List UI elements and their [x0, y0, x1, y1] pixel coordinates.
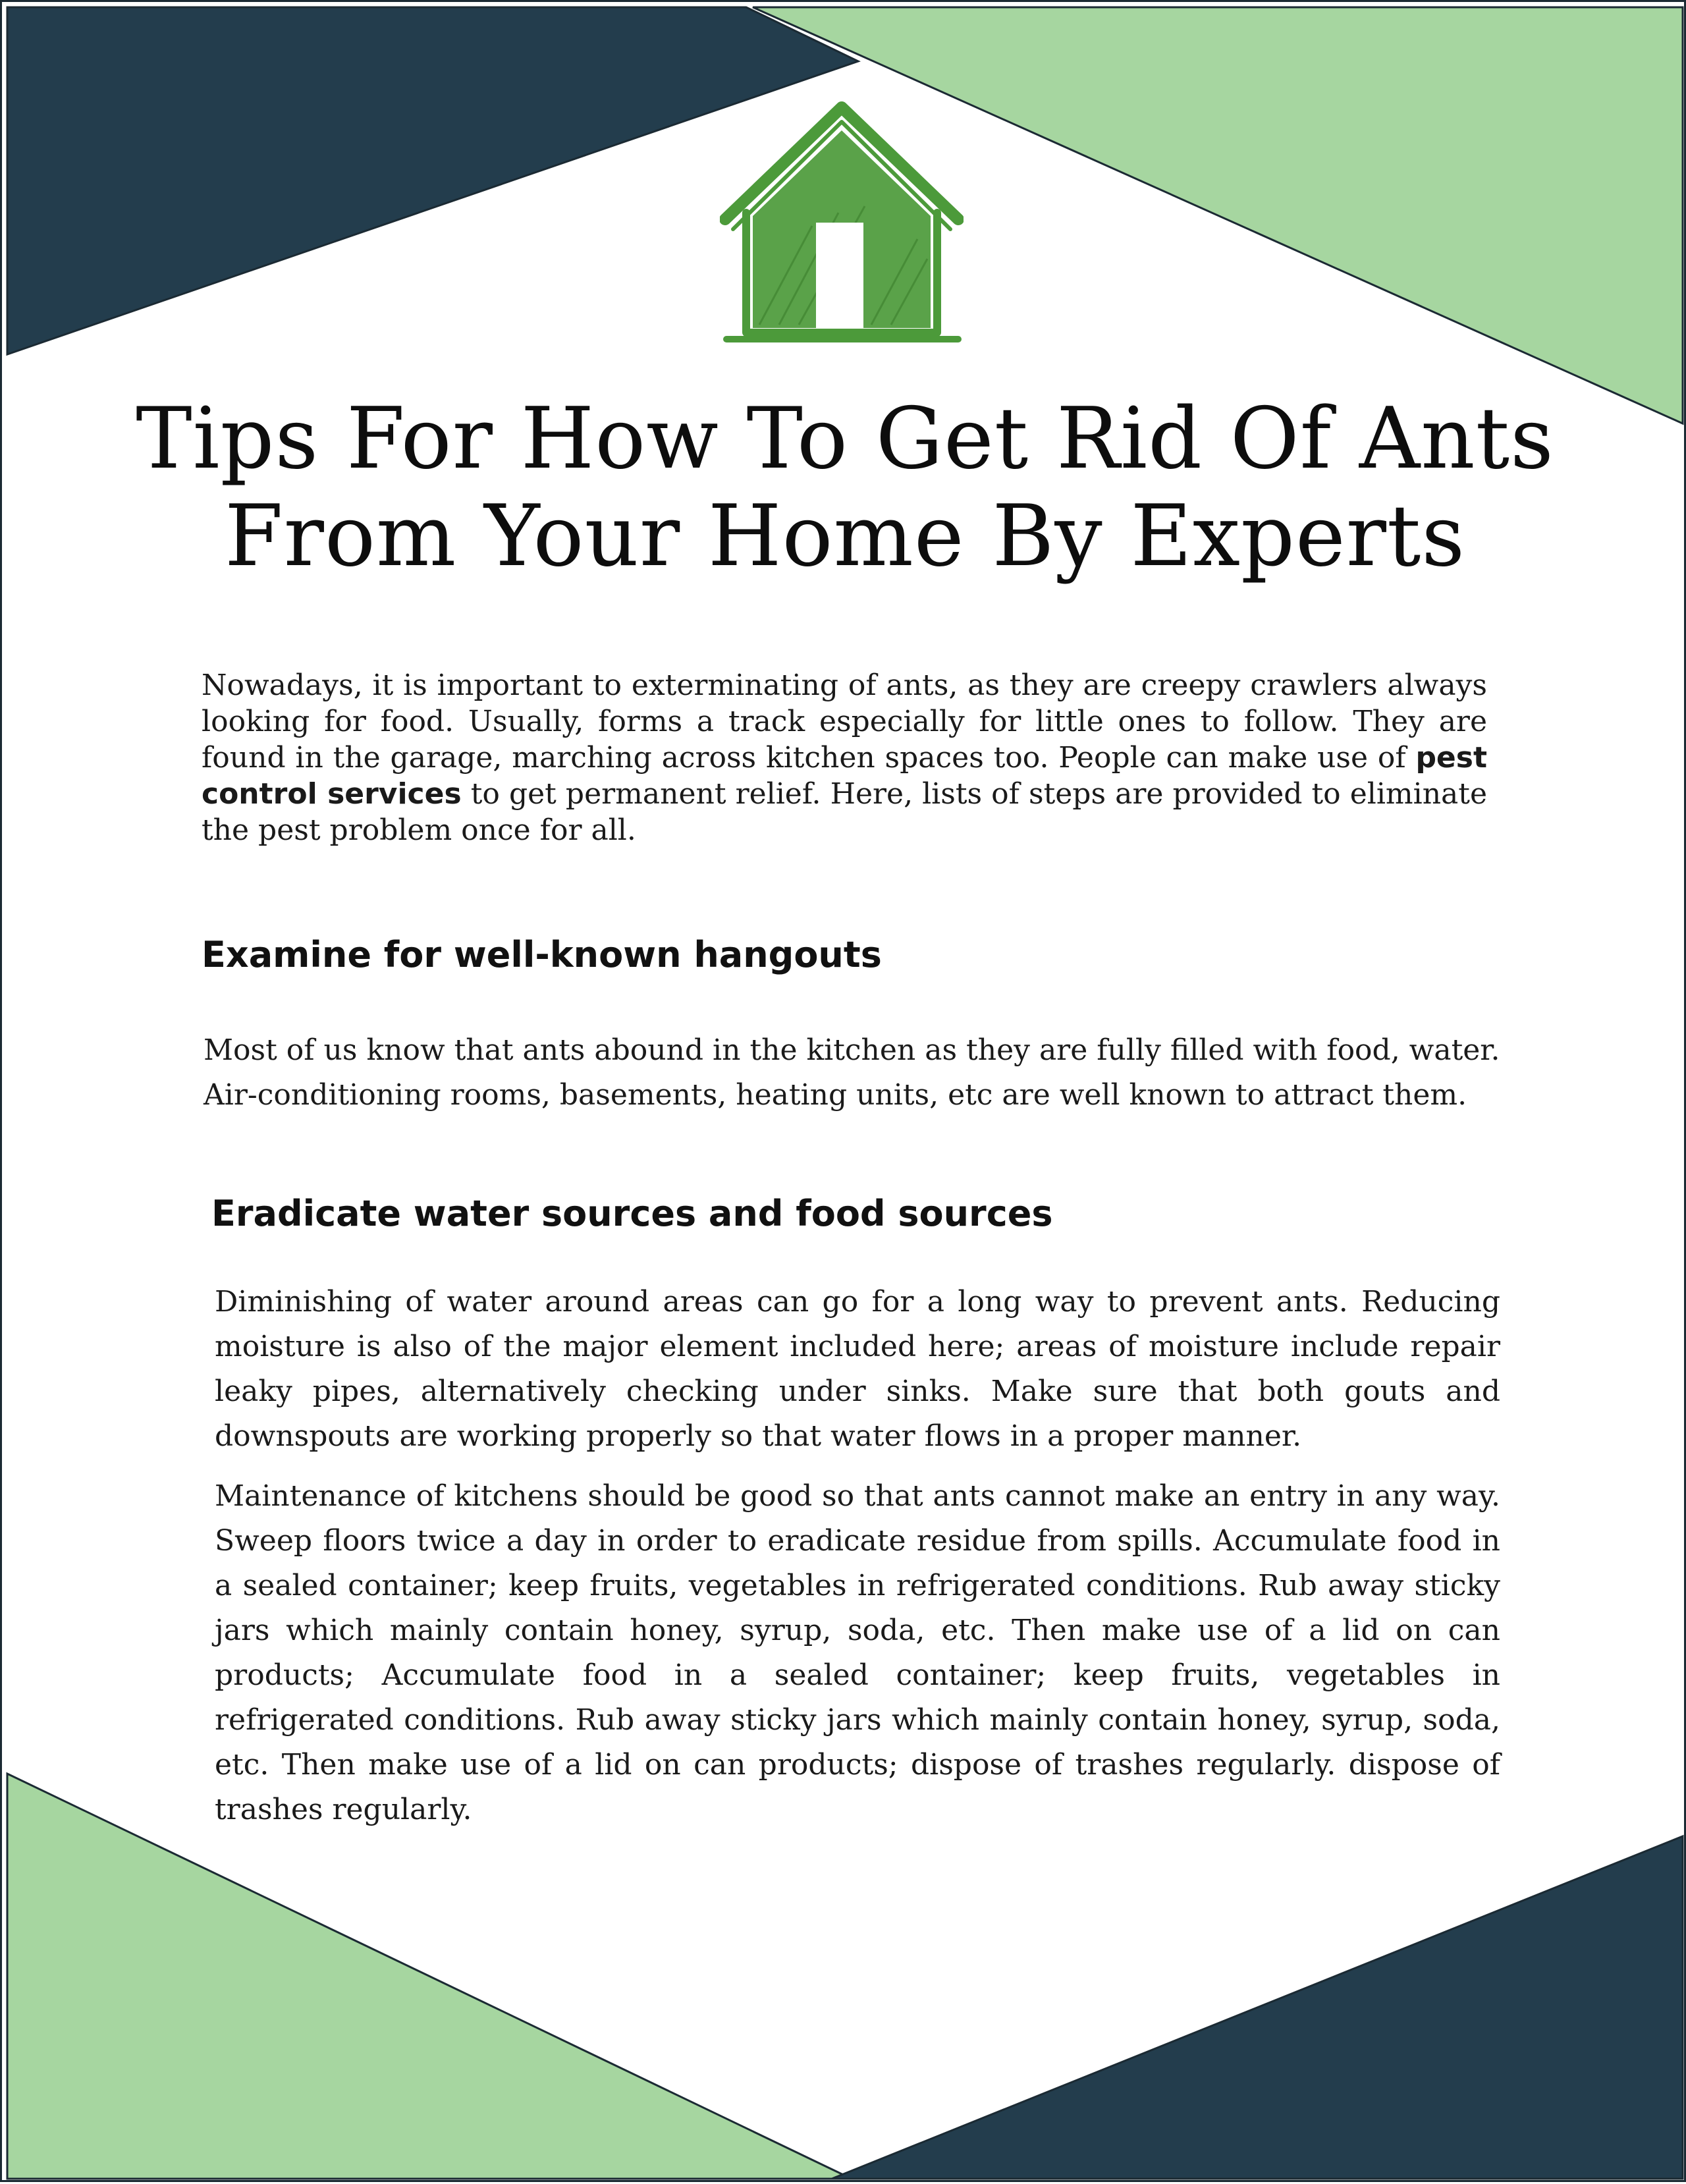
section-paragraph-hangouts: Most of us know that ants abound in the kitchen as they are fully filled with food, water. Air-conditioning rooms, basements, heating units, etc are well known to attract them.: [204, 1033, 1500, 1112]
door: [816, 223, 863, 328]
house-icon: [720, 101, 964, 351]
section-paragraph-water: Diminishing of water around areas can go for a long way to prevent ants. Reducing moisture is also of the major element included here; areas of moisture include repair leaky pipes, alternatively checking under sinks. Make sure that both gouts and downspouts are working properly so that water flows in a proper manner.: [215, 1285, 1500, 1453]
section-heading-hangouts: Examine for well-known hangouts: [202, 934, 882, 975]
intro-text-end: to get permanent relief. Here, lists of steps are provided to eliminate the pest problem once for all.: [202, 777, 1487, 847]
title-line-2: From Your Home By Experts: [224, 487, 1466, 586]
page-title: [81, 391, 1609, 586]
intro-paragraph: [202, 667, 1487, 848]
bottom-right-navy-triangle: [832, 1836, 1683, 2179]
section-paragraph-kitchen: Maintenance of kitchens should be good so that ants cannot make an entry in any way. Sweep floors twice a day in order to eradicate residue from spills. Accumulate food in a sealed container; keep fruits, vegetables in refrigerated conditions. Rub away sticky jars which mainly contain honey, syrup, soda, etc. Then make use of a lid on can products; Accumulate food in a sealed container; keep fruits, vegetables in refrigerated conditions. Rub away sticky jars which mainly contain honey, syrup, soda, etc. Then make use of a lid on can products; dispose of trashes regularly. dispose of trashes regularly.: [215, 1479, 1500, 1826]
title-line-1: Tips For How To Get Rid Of Ants: [136, 390, 1554, 488]
pest-control-services-emphasis: pest control services: [202, 741, 1487, 811]
intro-text-start: Nowadays, it is important to exterminating of ants, as they are creepy crawlers always looking for food. Usually, forms a track especially for little ones to follow. They are found in the garage, marching across kitchen spaces too. People can make use of: [202, 669, 1487, 775]
bottom-left-green-triangle: [7, 1774, 852, 2179]
section-heading-water-food: Eradicate water sources and food sources: [211, 1193, 1053, 1234]
